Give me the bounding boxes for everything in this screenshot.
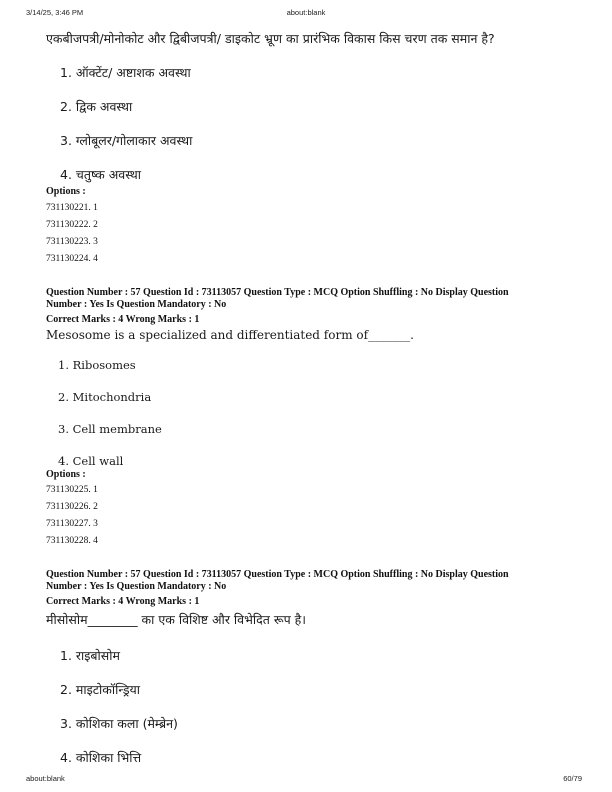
option-2: 2. Mitochondria [58, 390, 152, 404]
print-datetime: 3/14/25, 3:46 PM [26, 8, 84, 17]
option-id: 731130226. 2 [46, 502, 98, 512]
options-label: Options : [46, 469, 86, 480]
option-2: 2. माइटोकॉन्ड्रिया [60, 682, 141, 697]
option-id: 731130224. 4 [46, 254, 98, 264]
option-1: 1. ऑक्टेंट/ अष्टाशक अवस्था [60, 65, 191, 80]
print-title: about:blank [286, 8, 326, 17]
question-text-english: Mesosome is a specialized and differentiated form of_______. [46, 328, 414, 342]
option-3: 3. Cell membrane [58, 422, 162, 436]
question-text-hindi: मीसोसोम________ का एक विशिष्ट और विभेदित रूप है। [46, 612, 307, 627]
question-text-hindi: एकबीजपत्री/मोनोकोट और द्विबीजपत्री/ डाइकोट भ्रूण का प्रारंभिक विकास किस चरण तक समान है? [46, 31, 495, 46]
option-1: 1. राइबोसोम [60, 648, 120, 663]
option-3: 3. ग्लोबूलर/गोलाकार अवस्था [60, 133, 193, 148]
option-id: 731130223. 3 [46, 237, 98, 247]
option-4: 4. Cell wall [58, 454, 124, 468]
print-url: about:blank [26, 774, 65, 783]
question-meta: Question Number : 57 Question Id : 73113057 Question Type : MCQ Option Shuffling : No Display Question [46, 287, 509, 298]
option-id: 731130225. 1 [46, 485, 98, 495]
question-marks: Correct Marks : 4 Wrong Marks : 1 [46, 596, 200, 607]
option-3: 3. कोशिका कला (मेम्ब्रेन) [60, 716, 178, 731]
browser-print-footer [0, 774, 612, 790]
question-meta: Question Number : 57 Question Id : 73113057 Question Type : MCQ Option Shuffling : No Display Question [46, 569, 509, 580]
option-4: 4. चतुष्क अवस्था [60, 167, 142, 182]
option-1: 1. Ribosomes [58, 358, 136, 372]
option-id: 731130228. 4 [46, 536, 98, 546]
option-2: 2. द्विक अवस्था [60, 99, 133, 114]
options-label: Options : [46, 186, 86, 197]
option-4: 4. कोशिका भित्ति [60, 750, 142, 765]
option-id: 731130221. 1 [46, 203, 98, 213]
question-meta: Number : Yes Is Question Mandatory : No [46, 299, 227, 310]
option-id: 731130222. 2 [46, 220, 98, 230]
page-number: 60/79 [563, 774, 582, 783]
option-id: 731130227. 3 [46, 519, 98, 529]
browser-print-header [0, 8, 612, 24]
question-meta: Number : Yes Is Question Mandatory : No [46, 581, 227, 592]
question-marks: Correct Marks : 4 Wrong Marks : 1 [46, 314, 200, 325]
